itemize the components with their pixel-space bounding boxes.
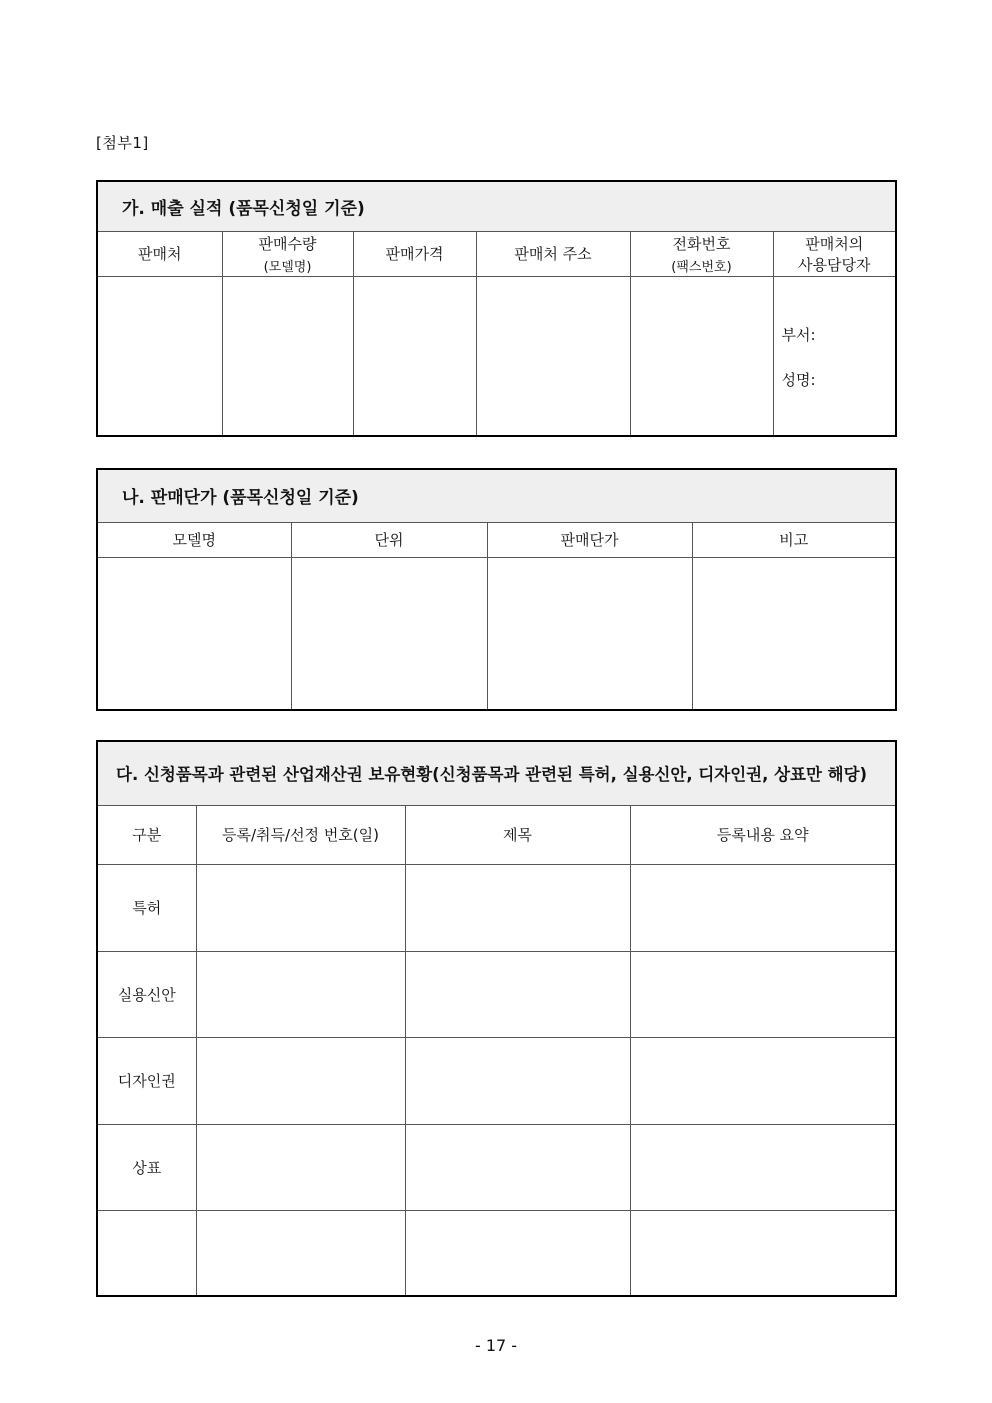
cell-unit-price[interactable] — [487, 557, 692, 710]
row-category: 특허 — [97, 864, 196, 951]
header-category: 구분 — [97, 805, 196, 864]
header-summary: 등록내용 요약 — [630, 805, 896, 864]
table-row — [97, 951, 896, 1037]
unit-price-table — [96, 468, 897, 711]
table-row — [97, 1037, 896, 1124]
row-category: 상표 — [97, 1124, 196, 1210]
cell-reg-no[interactable] — [196, 1037, 405, 1124]
cell-reg-no[interactable] — [196, 951, 405, 1037]
sales-record-table — [96, 180, 897, 437]
header-address: 판매처 주소 — [476, 231, 630, 276]
header-qty: 판매수량 (모델명) — [222, 231, 353, 276]
cell-summary[interactable] — [630, 864, 896, 951]
section-a-title: 가. 매출 실적 (품목신청일 기준) — [97, 181, 896, 231]
header-model: 모델명 — [97, 522, 291, 557]
cell-unit[interactable] — [291, 557, 487, 710]
cell-summary[interactable] — [630, 951, 896, 1037]
cell-reg-no[interactable] — [196, 864, 405, 951]
cell-subject[interactable] — [405, 1210, 630, 1296]
cell-manager[interactable] — [773, 276, 896, 436]
name-label: 성명: — [781, 370, 816, 389]
table-row — [97, 1124, 896, 1210]
cell-note[interactable] — [692, 557, 896, 710]
header-price: 판매가격 — [353, 231, 476, 276]
cell-seller[interactable] — [97, 276, 222, 436]
cell-reg-no[interactable] — [196, 1210, 405, 1296]
header-seller: 판매처 — [97, 231, 222, 276]
table-row — [97, 1210, 896, 1296]
cell-summary[interactable] — [630, 1124, 896, 1210]
row-category: 실용신안 — [97, 951, 196, 1037]
cell-subject[interactable] — [405, 864, 630, 951]
cell-address[interactable] — [476, 276, 630, 436]
cell-qty[interactable] — [222, 276, 353, 436]
ip-rights-table — [96, 740, 897, 1297]
cell-summary[interactable] — [630, 1210, 896, 1296]
header-unit: 단위 — [291, 522, 487, 557]
table-row — [97, 864, 896, 951]
cell-summary[interactable] — [630, 1037, 896, 1124]
header-unit-price: 판매단가 — [487, 522, 692, 557]
cell-model[interactable] — [97, 557, 291, 710]
header-manager: 판매처의 사용담당자 — [773, 231, 896, 276]
dept-label: 부서: — [781, 325, 816, 344]
cell-phone[interactable] — [630, 276, 773, 436]
cell-subject[interactable] — [405, 951, 630, 1037]
cell-subject[interactable] — [405, 1124, 630, 1210]
row-category: 디자인권 — [97, 1037, 196, 1124]
cell-subject[interactable] — [405, 1037, 630, 1124]
header-reg-no: 등록/취득/선정 번호(일) — [196, 805, 405, 864]
header-note: 비고 — [692, 522, 896, 557]
header-subject: 제목 — [405, 805, 630, 864]
header-phone: 전화번호 (팩스번호) — [630, 231, 773, 276]
page-number: - 17 - — [474, 1336, 518, 1355]
attachment-label: [첨부1] — [96, 134, 149, 152]
section-b-title: 나. 판매단가 (품목신청일 기준) — [97, 469, 896, 522]
row-category[interactable] — [97, 1210, 196, 1296]
cell-price[interactable] — [353, 276, 476, 436]
section-c-title: 다. 신청품목과 관련된 산업재산권 보유현황(신청품목과 관련된 특허, 실용신안, 디자인권, 상표만 해당) — [97, 741, 896, 805]
cell-reg-no[interactable] — [196, 1124, 405, 1210]
